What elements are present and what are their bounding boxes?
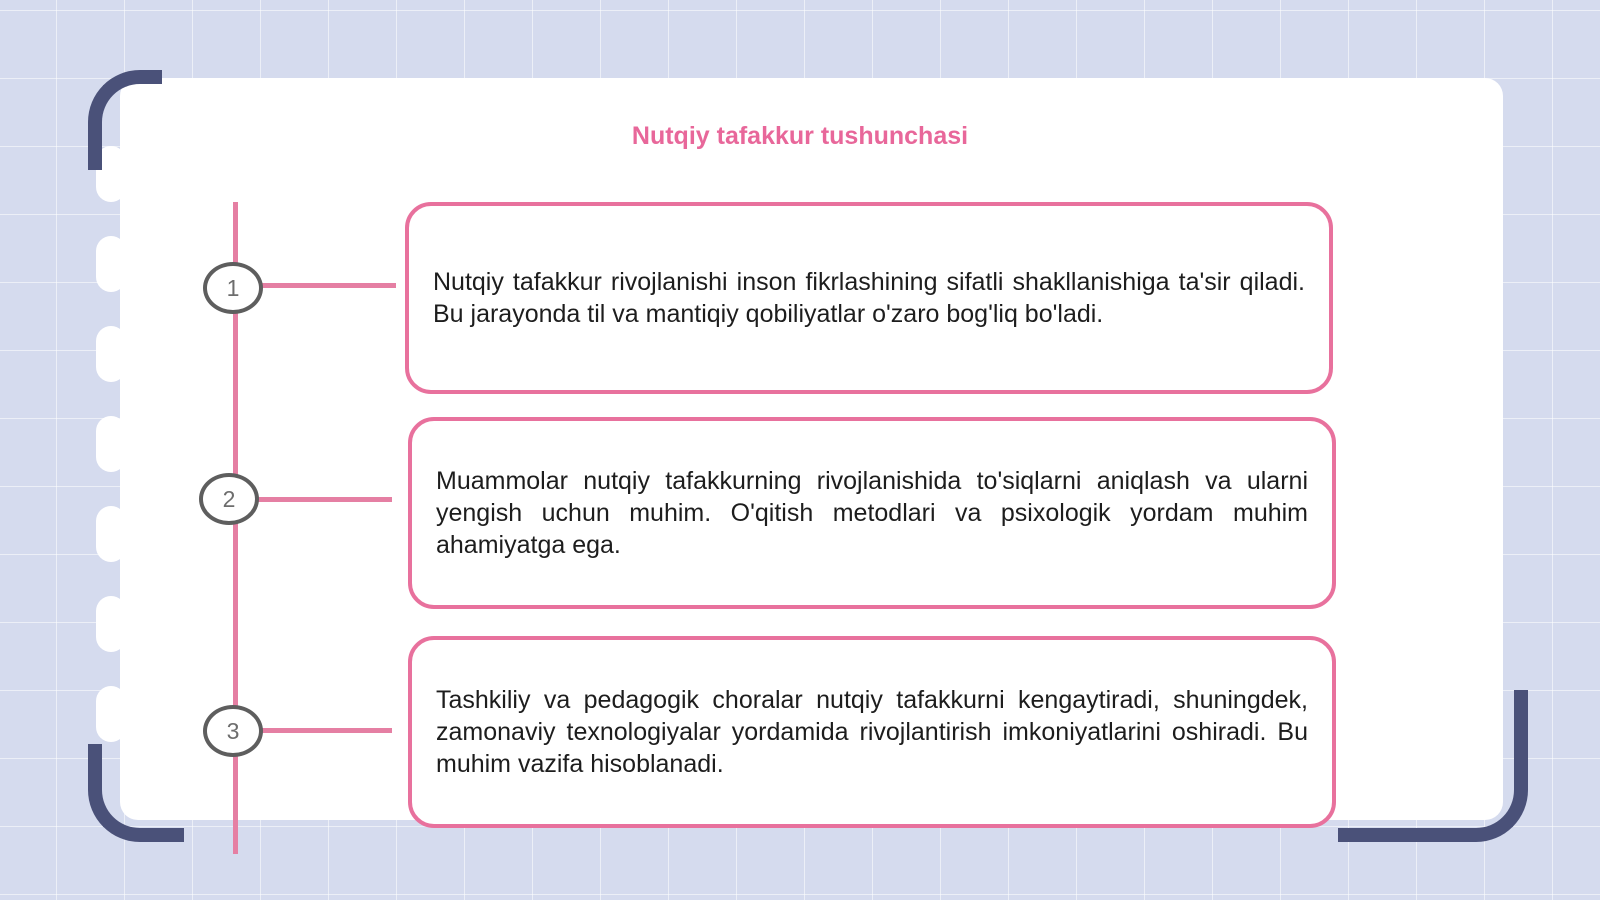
timeline-connector [262, 283, 396, 288]
timeline-connector [262, 728, 392, 733]
step-text: Nutqiy tafakkur rivojlanishi inson fikrlashining sifatli shakllanishiga ta'sir qiladi. Bu jarayonda til va mantiqiy qobiliyatlar o'zaro bog'liq bo'ladi. [433, 268, 1305, 328]
corner-bracket-bottom-right [1338, 690, 1528, 842]
card-scallop [96, 506, 126, 562]
card-scallop [96, 416, 126, 472]
card-scallop [96, 596, 126, 652]
step-card [408, 636, 1336, 828]
card-scallop [96, 686, 126, 742]
card-scallop [96, 326, 126, 382]
corner-bracket-top-left [88, 70, 162, 170]
step-number-badge [199, 473, 259, 525]
step-number-badge [203, 705, 263, 757]
step-number: 1 [226, 274, 240, 301]
step-card [408, 417, 1336, 609]
timeline-connector [258, 497, 392, 502]
card-scallop [96, 236, 126, 292]
step-number-badge [203, 262, 263, 314]
step-text: Tashkiliy va pedagogik choralar nutqiy tafakkurni kengaytiradi, shuningdek, zamonaviy texnologiyalar yordamida rivojlantirish imkoniyatlarini oshiradi. Bu muhim vazifa hisoblanadi. [436, 686, 1308, 778]
step-text: Muammolar nutqiy tafakkurning rivojlanishida to'siqlarni aniqlash va ularni yengish uchun muhim. O'qitish metodlari va psixologik yordam muhim ahamiyatga ega. [436, 467, 1308, 559]
corner-bracket-bottom-left [88, 744, 184, 842]
slide-title: Nutqiy tafakkur tushunchasi [631, 122, 969, 150]
step-number: 2 [222, 485, 236, 512]
step-card [405, 202, 1333, 394]
step-number: 3 [226, 717, 240, 744]
